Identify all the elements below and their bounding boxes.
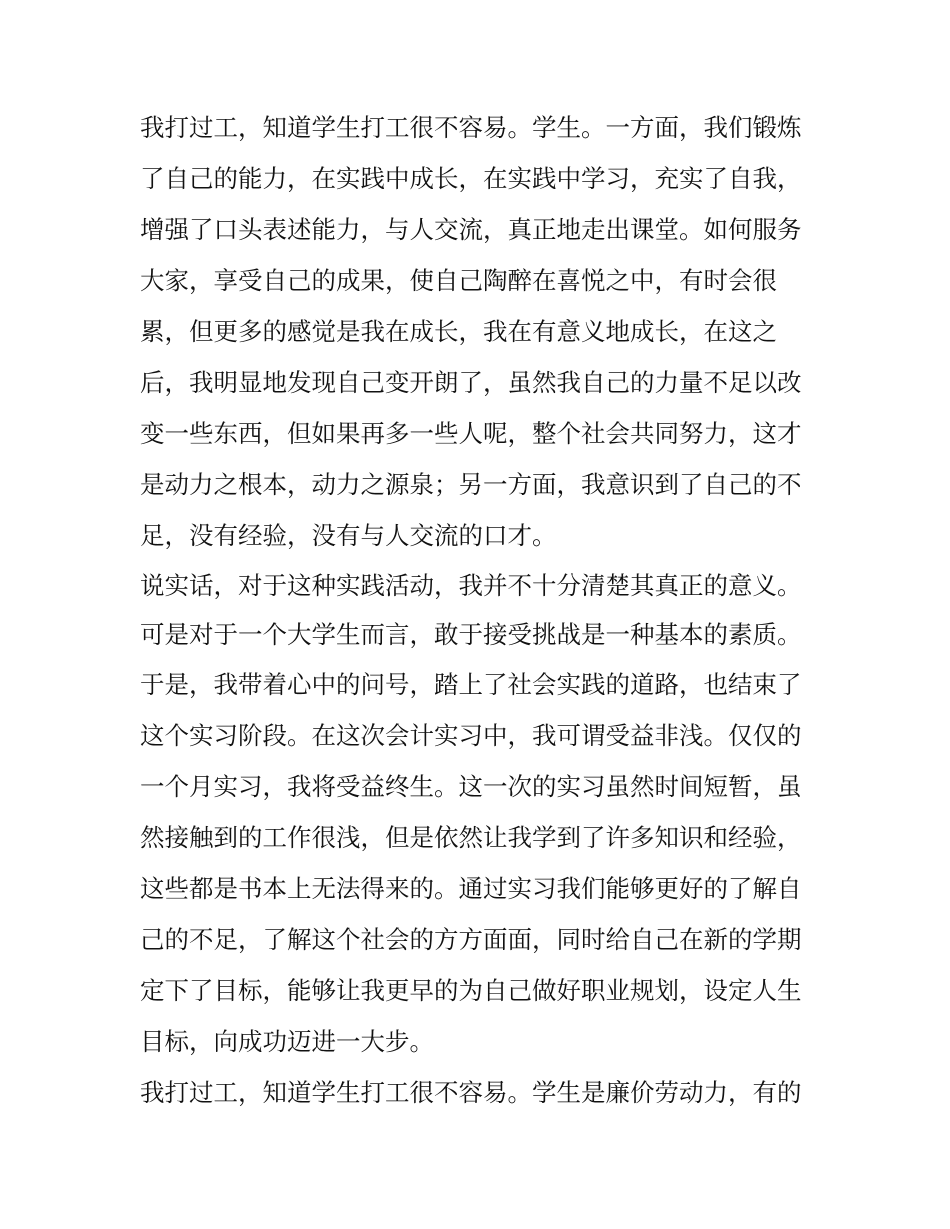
text-line: 然接触到的工作很浅，但是依然让我学到了许多知识和经验， xyxy=(140,823,802,852)
text-line: 我打过工，知道学生打工很不容易。学生是廉价劳动力，有的 xyxy=(140,1078,802,1107)
text-line: 足，没有经验，没有与人交流的口才。 xyxy=(140,521,557,550)
text-line: 累，但更多的感觉是我在成长，我在有意义地成长，在这之 xyxy=(140,317,777,346)
text-line: 这些都是书本上无法得来的。通过实习我们能够更好的了解自 xyxy=(140,874,802,903)
text-line: 于是，我带着心中的问号，踏上了社会实践的道路，也结束了 xyxy=(140,670,802,699)
text-line: 变一些东西，但如果再多一些人呢，整个社会共同努力，这才 xyxy=(140,419,802,448)
text-line: 定下了目标，能够让我更早的为自己做好职业规划，设定人生 xyxy=(140,976,802,1005)
text-line: 这个实习阶段。在这次会计实习中，我可谓受益非浅。仅仅的 xyxy=(140,721,802,750)
text-line: 了自己的能力，在实践中成长，在实践中学习，充实了自我， xyxy=(140,164,802,193)
text-line: 说实话，对于这种实践活动，我并不十分清楚其真正的意义。 xyxy=(140,571,802,600)
text-line: 一个月实习，我将受益终生。这一次的实习虽然时间短暂，虽 xyxy=(140,772,802,801)
text-line: 目标，向成功迈进一大步。 xyxy=(140,1027,434,1056)
text-line: 后，我明显地发现自己变开朗了，虽然我自己的力量不足以改 xyxy=(140,368,802,397)
text-line: 己的不足，了解这个社会的方方面面，同时给自己在新的学期 xyxy=(140,925,802,954)
text-line: 大家，享受自己的成果，使自己陶醉在喜悦之中，有时会很 xyxy=(140,266,777,295)
text-line: 增强了口头表述能力，与人交流，真正地走出课堂。如何服务 xyxy=(140,215,802,244)
document-body xyxy=(140,102,820,1118)
text-line: 我打过工，知道学生打工很不容易。学生。一方面，我们锻炼 xyxy=(140,113,802,142)
text-line: 可是对于一个大学生而言，敢于接受挑战是一种基本的素质。 xyxy=(140,620,802,649)
text-line: 是动力之根本，动力之源泉；另一方面，我意识到了自己的不 xyxy=(140,470,802,499)
